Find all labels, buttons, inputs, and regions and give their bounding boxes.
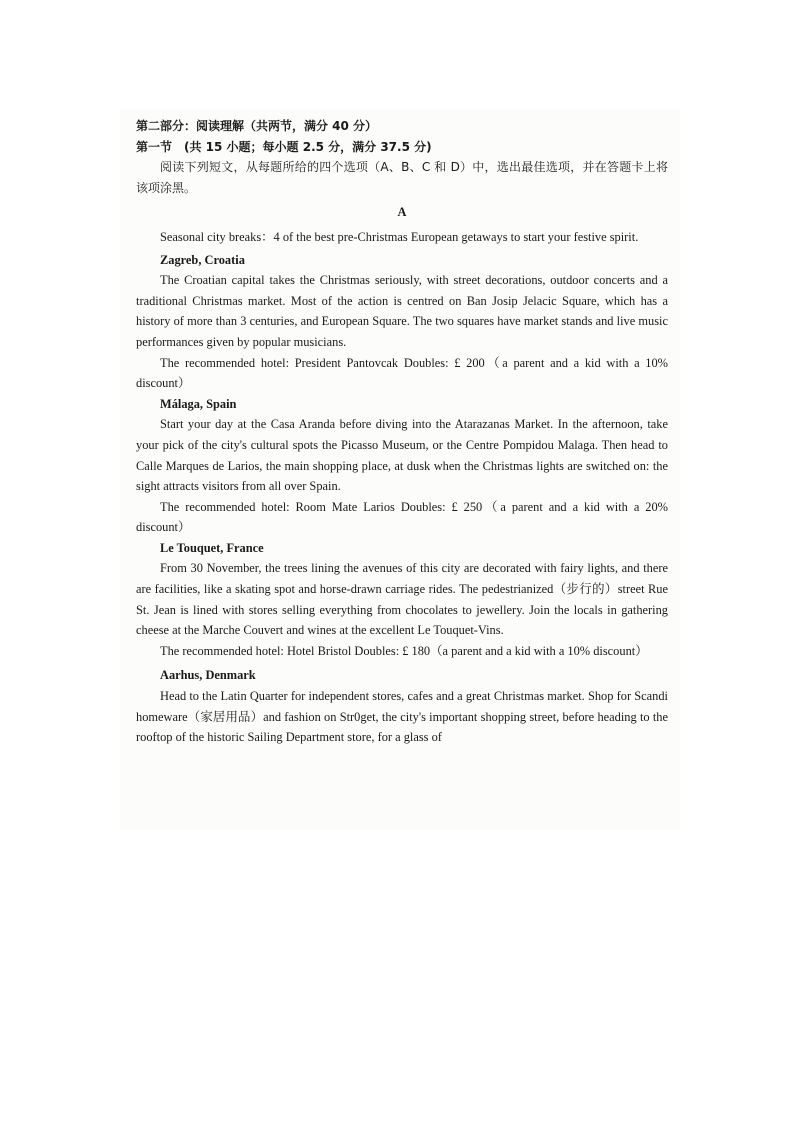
destination-heading: Le Touquet, France: [160, 540, 264, 555]
destination-body: Start your day at the Casa Aranda before diving into the Atarazanas Market. In the afternoon, take your pick of the city's cultural spots the Picasso Museum, or the Centre Pompidou Malaga. Then head to Calle Marques de Larios, the main shopping place, at dusk when the Christmas lights are switched on: the sight attracts visitors from all over Spain.: [136, 417, 668, 494]
destination-zagreb: [136, 250, 668, 394]
destination-hotel: The recommended hotel: Hotel Bristol Doubles: £ 180（a parent and a kid with a 10% discount）: [160, 643, 648, 658]
destination-body: The Croatian capital takes the Christmas seriously, with street decorations, outdoor concerts and a traditional Christmas market. Most of the action is centred on Ban Josip Jelacic Square, which has a history of more than 3 centuries, and European Square. The two squares have market stands and live music performances given by popular musicians.: [136, 273, 668, 349]
section-title: 第一节 (共 15 小题；每小题 2.5 分，满分 37.5 分): [136, 139, 432, 154]
destination-malaga: [136, 394, 668, 538]
instructions: 阅读下列短文，从每题所给的四个选项（A、B、C 和 D）中，选出最佳选项，并在答题卡上将该项涂黑。: [136, 160, 668, 195]
destination-heading: Zagreb, Croatia: [160, 252, 245, 267]
destination-body: From 30 November, the trees lining the avenues of this city are decorated with fairy lights, and there are facilities, like a skating spot and horse-drawn carriage rides. The pedestrianized（步行的）street Rue St. Jean is lined with stores selling everything from chocolates to jewellery. Join the locals in gathering cheese at the Marche Couvert and wines at the excellent Le Touquet-Vins.: [136, 561, 668, 638]
passage-label: A: [397, 205, 407, 220]
destination-hotel: The recommended hotel: Room Mate Larios Doubles: £ 250（a parent and a kid with a 20% discount）: [136, 499, 668, 535]
destination-le-touquet: [136, 538, 668, 662]
reading-section: [136, 116, 668, 748]
destination-heading: Aarhus, Denmark: [160, 668, 256, 683]
destination-hotel: The recommended hotel: President Pantovcak Doubles: £ 200（a parent and a kid with a 10% discount）: [136, 355, 668, 391]
passage-intro: Seasonal city breaks：4 of the best pre-Christmas European getaways to start your festive spirit.: [160, 229, 639, 244]
destination-aarhus: [136, 665, 668, 747]
part-title: 第二部分：阅读理解（共两节，满分 40 分）: [136, 119, 378, 133]
destination-heading: Málaga, Spain: [160, 396, 237, 411]
destination-body: Head to the Latin Quarter for independent stores, cafes and a great Christmas market. Shop for Scandi homeware（家居用品）and fashion on Str0get, the city's important shopping street, before heading to the rooftop of the historic Sailing Department store, for a glass of: [136, 689, 668, 745]
